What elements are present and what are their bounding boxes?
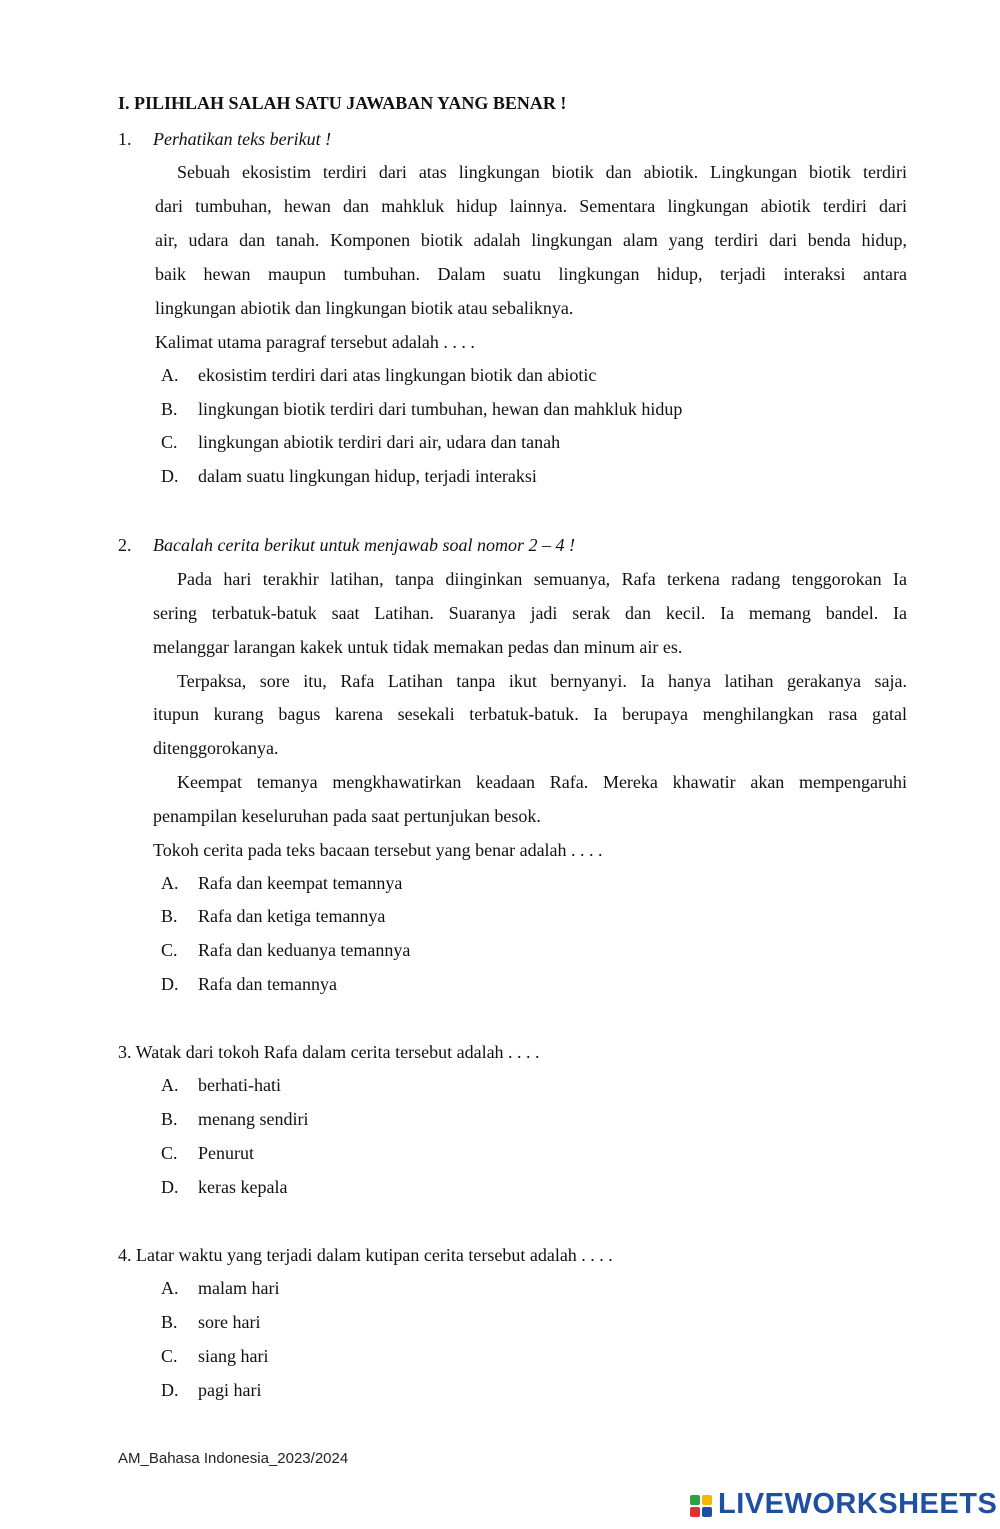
q2-story-line: sering terbatuk-batuk saat Latihan. Suaranya jadi serak dan kecil. Ia memang bandel. Ia xyxy=(153,603,907,623)
q1-instruction: Perhatikan teks berikut ! xyxy=(153,129,332,149)
q2-option-d-text[interactable]: Rafa dan temannya xyxy=(198,974,337,994)
q1-paragraph-line: Sebuah ekosistim terdiri dari atas lingkungan biotik dan abiotik. Lingkungan biotik terdiri xyxy=(177,162,907,182)
q4-option-b-text[interactable]: sore hari xyxy=(198,1312,261,1332)
q4-question: 4. Latar waktu yang terjadi dalam kutipan cerita tersebut adalah . . . . xyxy=(118,1245,613,1265)
q2-option-c-letter[interactable]: C. xyxy=(161,940,178,960)
q3-option-b-text[interactable]: menang sendiri xyxy=(198,1109,309,1129)
q3-option-d-letter[interactable]: D. xyxy=(161,1177,179,1197)
q2-option-b-letter[interactable]: B. xyxy=(161,906,178,926)
logo-square-icon xyxy=(702,1495,712,1505)
q1-option-d-letter[interactable]: D. xyxy=(161,466,179,486)
q3-question: 3. Watak dari tokoh Rafa dalam cerita tersebut adalah . . . . xyxy=(118,1042,540,1062)
q1-paragraph-line: air, udara dan tanah. Komponen biotik adalah lingkungan alam yang terdiri dari benda hidup, xyxy=(155,230,907,250)
q2-option-d-letter[interactable]: D. xyxy=(161,974,179,994)
q2-number: 2. xyxy=(118,535,132,555)
q2-instruction: Bacalah cerita berikut untuk menjawab soal nomor 2 – 4 ! xyxy=(153,535,575,555)
q2-story-line: penampilan keseluruhan pada saat pertunjukan besok. xyxy=(153,806,541,826)
q2-story-line: melanggar larangan kakek untuk tidak memakan pedas dan minum air es. xyxy=(153,637,683,657)
q2-story-line: Keempat temanya mengkhawatirkan keadaan Rafa. Mereka khawatir akan mempengaruhi xyxy=(177,772,907,792)
q1-paragraph-line: dari tumbuhan, hewan dan mahkluk hidup lainnya. Sementara lingkungan abiotik terdiri dari xyxy=(155,196,907,216)
q3-option-c-text[interactable]: Penurut xyxy=(198,1143,254,1163)
q2-story-line: Pada hari terakhir latihan, tanpa diinginkan semuanya, Rafa terkena radang tenggorokan Ia xyxy=(177,569,907,589)
q3-option-a-text[interactable]: berhati-hati xyxy=(198,1075,281,1095)
q2-option-c-text[interactable]: Rafa dan keduanya temannya xyxy=(198,940,411,960)
q4-option-a-text[interactable]: malam hari xyxy=(198,1278,280,1298)
q2-option-a-letter[interactable]: A. xyxy=(161,873,179,893)
q1-number: 1. xyxy=(118,129,132,149)
footer-text: AM_Bahasa Indonesia_2023/2024 xyxy=(118,1450,349,1467)
q3-option-c-letter[interactable]: C. xyxy=(161,1143,178,1163)
section-title: I. PILIHLAH SALAH SATU JAWABAN YANG BENAR ! xyxy=(118,93,567,113)
q1-paragraph-line: lingkungan abiotik dan lingkungan biotik atau sebaliknya. xyxy=(155,298,574,318)
logo-grid-icon xyxy=(690,1495,712,1517)
q3-option-d-text[interactable]: keras kepala xyxy=(198,1177,288,1197)
q1-option-b-text[interactable]: lingkungan biotik terdiri dari tumbuhan, hewan dan mahkluk hidup xyxy=(198,399,683,419)
q1-option-c-letter[interactable]: C. xyxy=(161,432,178,452)
q1-question: Kalimat utama paragraf tersebut adalah . . . . xyxy=(155,332,475,352)
q1-option-a-text[interactable]: ekosistim terdiri dari atas lingkungan biotik dan abiotic xyxy=(198,365,597,385)
q3-option-b-letter[interactable]: B. xyxy=(161,1109,178,1129)
q1-option-c-text[interactable]: lingkungan abiotik terdiri dari air, udara dan tanah xyxy=(198,432,561,452)
logo-square-icon xyxy=(690,1507,700,1517)
q2-option-a-text[interactable]: Rafa dan keempat temannya xyxy=(198,873,403,893)
q2-story-line: Terpaksa, sore itu, Rafa Latihan tanpa ikut bernyanyi. Ia hanya latihan gerakanya saja. xyxy=(177,671,907,691)
q1-paragraph-line: baik hewan maupun tumbuhan. Dalam suatu lingkungan hidup, terjadi interaksi antara xyxy=(155,264,907,284)
q4-option-d-text[interactable]: pagi hari xyxy=(198,1380,262,1400)
q2-option-b-text[interactable]: Rafa dan ketiga temannya xyxy=(198,906,386,926)
q2-story-line: itupun kurang bagus karena sesekali terbatuk-batuk. Ia berupaya menghilangkan rasa gatal xyxy=(153,704,907,724)
q1-option-b-letter[interactable]: B. xyxy=(161,399,178,419)
q4-option-b-letter[interactable]: B. xyxy=(161,1312,178,1332)
q4-option-a-letter[interactable]: A. xyxy=(161,1278,179,1298)
q4-option-c-text[interactable]: siang hari xyxy=(198,1346,269,1366)
q1-option-a-letter[interactable]: A. xyxy=(161,365,179,385)
liveworksheets-logo xyxy=(690,1488,998,1524)
q2-question: Tokoh cerita pada teks bacaan tersebut yang benar adalah . . . . xyxy=(153,840,603,860)
logo-square-icon xyxy=(702,1507,712,1517)
q1-option-d-text[interactable]: dalam suatu lingkungan hidup, terjadi interaksi xyxy=(198,466,537,486)
q3-option-a-letter[interactable]: A. xyxy=(161,1075,179,1095)
logo-square-icon xyxy=(690,1495,700,1505)
logo-text: LIVEWORKSHEETS xyxy=(718,1488,998,1520)
q4-option-d-letter[interactable]: D. xyxy=(161,1380,179,1400)
q4-option-c-letter[interactable]: C. xyxy=(161,1346,178,1366)
q2-story-line: ditenggorokanya. xyxy=(153,738,279,758)
